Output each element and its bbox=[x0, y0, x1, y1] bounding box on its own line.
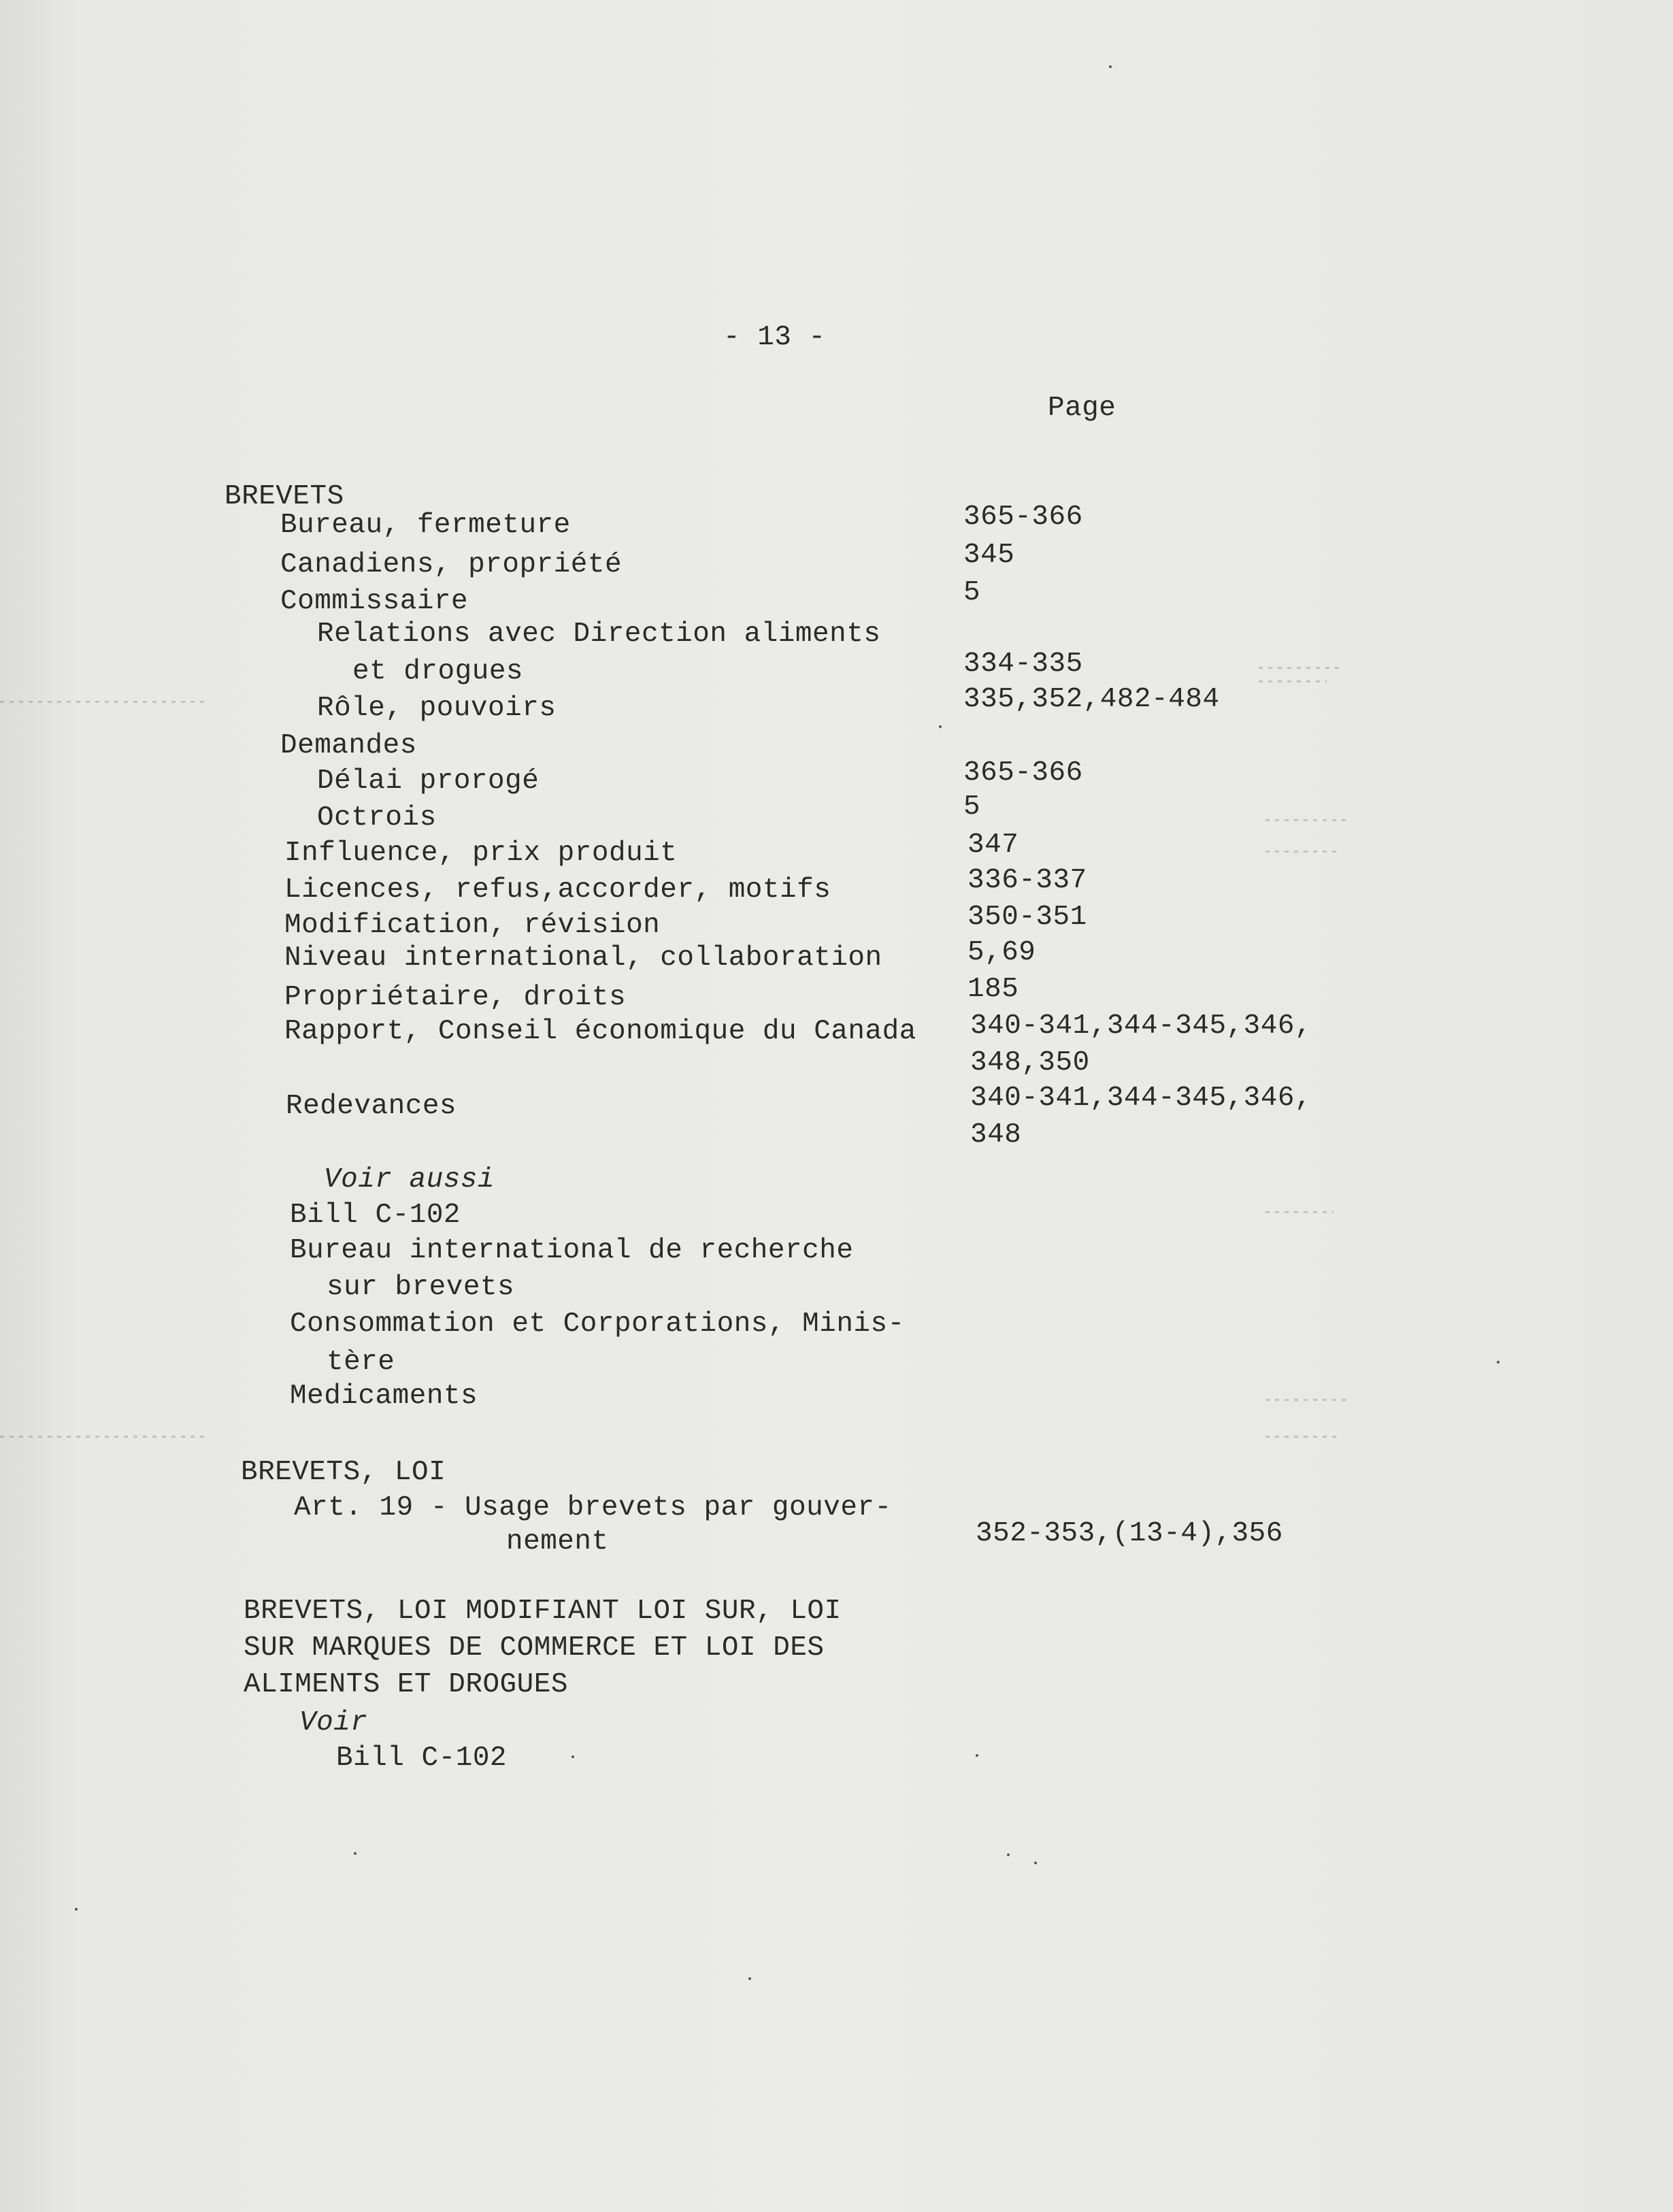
page-reference: 185 bbox=[967, 974, 1019, 1005]
scan-speck bbox=[748, 1977, 751, 1980]
cross-reference: Bill C-102 bbox=[336, 1743, 508, 1774]
page-reference: 347 bbox=[967, 829, 1019, 861]
scan-speck bbox=[1007, 1853, 1010, 1856]
page-reference: 365-366 bbox=[963, 757, 1083, 789]
section-heading: BREVETS bbox=[225, 481, 344, 512]
page-reference: 348,350 bbox=[970, 1047, 1090, 1078]
page-reference: 365-366 bbox=[963, 501, 1083, 533]
scan-streak bbox=[0, 1436, 204, 1438]
scan-speck bbox=[354, 1852, 357, 1855]
scan-streak bbox=[1259, 667, 1340, 669]
scan-speck bbox=[75, 1908, 78, 1911]
section-heading: ALIMENTS ET DROGUES bbox=[244, 1669, 568, 1700]
index-subentry: Délai prorogé bbox=[317, 765, 540, 797]
cross-reference: Bureau international de recherche bbox=[290, 1235, 854, 1266]
index-entry: Modification, révision bbox=[284, 910, 661, 941]
index-entry: Influence, prix produit bbox=[284, 838, 678, 869]
scan-streak bbox=[1265, 851, 1340, 853]
scan-streak bbox=[1259, 680, 1327, 682]
page-number: - 13 - bbox=[723, 322, 826, 353]
index-entry: Rapport, Conseil économique du Canada bbox=[284, 1016, 916, 1047]
index-entry: Propriétaire, droits bbox=[284, 982, 627, 1013]
index-entry: Demandes bbox=[280, 730, 417, 761]
section-heading: BREVETS, LOI MODIFIANT LOI SUR, LOI bbox=[244, 1596, 842, 1627]
section-heading: SUR MARQUES DE COMMERCE ET LOI DES bbox=[244, 1632, 825, 1664]
cross-reference: tère bbox=[327, 1347, 395, 1378]
scan-speck bbox=[572, 1755, 574, 1758]
page-reference: 334-335 bbox=[963, 648, 1083, 680]
index-subentry: et drogues bbox=[352, 656, 524, 687]
index-entry: Commissaire bbox=[280, 586, 469, 617]
page-reference: 5 bbox=[963, 791, 981, 823]
scan-streak bbox=[1265, 1211, 1334, 1213]
index-entry: Redevances bbox=[286, 1091, 457, 1122]
scan-speck bbox=[976, 1754, 978, 1757]
cross-reference: Bill C-102 bbox=[290, 1200, 461, 1231]
page-reference: 5 bbox=[963, 577, 981, 608]
page-reference: 345 bbox=[963, 540, 1015, 571]
scan-streak bbox=[1265, 1436, 1340, 1438]
page-reference: 348 bbox=[970, 1119, 1022, 1151]
page-column-header: Page bbox=[1048, 393, 1116, 424]
index-entry: Canadiens, propriété bbox=[280, 549, 623, 580]
index-entry: Licences, refus,accorder, motifs bbox=[284, 874, 831, 906]
cross-reference: Medicaments bbox=[290, 1381, 478, 1412]
index-subentry: Octrois bbox=[317, 802, 437, 833]
scan-speck bbox=[1034, 1862, 1037, 1864]
section-heading: BREVETS, LOI bbox=[241, 1457, 446, 1488]
page-reference: 352-353,(13-4),356 bbox=[976, 1518, 1283, 1549]
index-entry: Niveau international, collaboration bbox=[284, 942, 882, 974]
index-subentry: Rôle, pouvoirs bbox=[317, 693, 557, 724]
page-reference: 350-351 bbox=[967, 902, 1087, 933]
page-reference: 340-341,344-345,346, bbox=[970, 1083, 1312, 1114]
scan-streak bbox=[1265, 819, 1347, 821]
see-also-label: Voir aussi bbox=[324, 1164, 495, 1195]
index-entry: Bureau, fermeture bbox=[280, 510, 571, 541]
index-entry: Art. 19 - Usage brevets par gouver- bbox=[294, 1492, 892, 1523]
scan-streak bbox=[1265, 1399, 1347, 1401]
cross-reference: Consommation et Corporations, Minis- bbox=[290, 1308, 905, 1340]
scan-speck bbox=[939, 725, 942, 728]
cross-reference: sur brevets bbox=[327, 1272, 515, 1303]
scan-streak bbox=[0, 701, 204, 703]
page-reference: 335,352,482-484 bbox=[963, 684, 1220, 715]
index-entry: nement bbox=[506, 1526, 609, 1557]
page-reference: 340-341,344-345,346, bbox=[970, 1010, 1312, 1042]
scan-speck bbox=[1109, 65, 1112, 68]
page-reference: 5,69 bbox=[967, 937, 1036, 968]
index-subentry: Relations avec Direction aliments bbox=[317, 618, 881, 650]
see-label: Voir bbox=[299, 1707, 368, 1738]
scan-speck bbox=[1497, 1361, 1500, 1364]
page-reference: 336-337 bbox=[967, 865, 1087, 896]
